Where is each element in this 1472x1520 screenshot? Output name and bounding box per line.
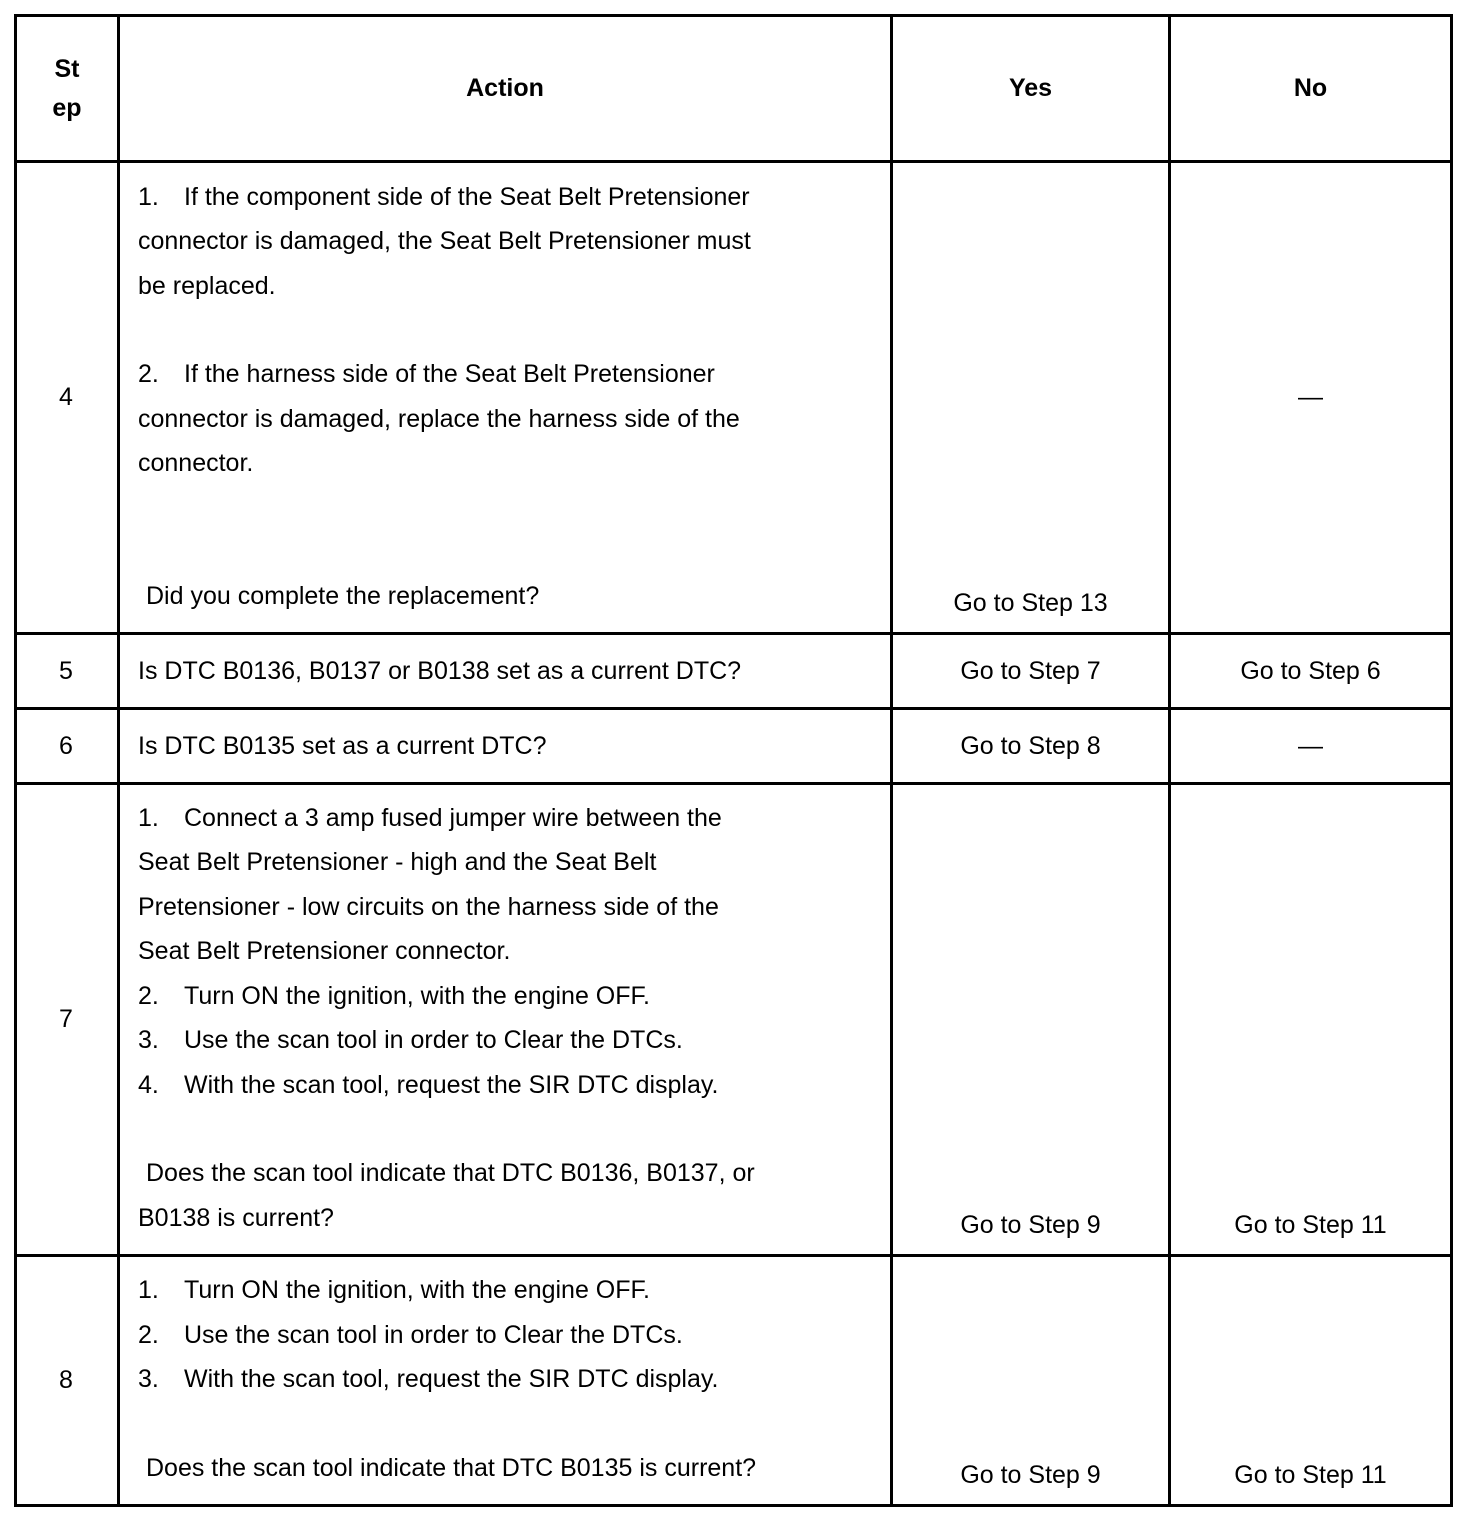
list-item xyxy=(138,1313,880,1358)
item-text: Pretensioner - low circuits on the harness side of the xyxy=(138,892,719,921)
item-text: Seat Belt Pretensioner - high and the Seat Belt xyxy=(138,848,657,876)
action-question: Is DTC B0135 set as a current DTC? xyxy=(119,709,892,784)
item-number: 2. xyxy=(138,1320,159,1349)
item-text: Connect a 3 amp fused jumper wire between the xyxy=(184,803,722,832)
table-row xyxy=(16,709,1452,784)
spacer xyxy=(138,308,880,352)
item-text: Use the scan tool in order to Clear the DTCs. xyxy=(184,1026,683,1054)
action-question: Does the scan tool indicate that DTC B0136, B0137, or xyxy=(146,1159,755,1187)
header-action: Action xyxy=(119,16,892,162)
item-text: If the harness side of the Seat Belt Pretensioner xyxy=(184,360,715,388)
table-row xyxy=(16,162,1452,634)
yes-cell: Go to Step 7 xyxy=(892,634,1170,709)
header-no: No xyxy=(1170,16,1452,162)
step-number: 5 xyxy=(16,634,119,709)
header-yes: Yes xyxy=(892,16,1170,162)
item-text: connector is damaged, replace the harness side of the xyxy=(138,404,740,433)
table-row xyxy=(16,1256,1452,1506)
list-item xyxy=(138,796,880,841)
step-number: 4 xyxy=(16,162,119,634)
action-question: B0138 is current? xyxy=(138,1203,334,1232)
action-question: Did you complete the replacement? xyxy=(146,581,540,610)
list-item xyxy=(138,1018,880,1063)
item-text: Seat Belt Pretensioner connector. xyxy=(138,937,511,965)
spacer xyxy=(138,486,880,530)
step-number: 7 xyxy=(16,784,119,1256)
yes-cell: Go to Step 9 xyxy=(892,1256,1170,1506)
yes-cell: Go to Step 8 xyxy=(892,709,1170,784)
item-number: 1. xyxy=(138,1276,159,1304)
action-question: Is DTC B0136, B0137 or B0138 set as a current DTC? xyxy=(119,634,892,709)
header-step xyxy=(16,16,119,162)
item-text: If the component side of the Seat Belt Pretensioner xyxy=(184,182,750,211)
yes-cell: Go to Step 9 xyxy=(892,784,1170,1256)
action-cell xyxy=(119,784,892,1256)
item-number: 1. xyxy=(138,182,159,211)
item-text: connector is damaged, the Seat Belt Pretensioner must xyxy=(138,227,751,255)
item-number: 4. xyxy=(138,1070,159,1099)
list-item xyxy=(138,1268,880,1313)
diagnostic-table xyxy=(14,14,1453,1507)
action-cell xyxy=(119,162,892,634)
item-text: Turn ON the ignition, with the engine OFF. xyxy=(184,1276,650,1304)
item-text: connector. xyxy=(138,449,254,477)
header-step-line2: ep xyxy=(52,93,82,122)
spacer xyxy=(138,1402,880,1446)
list-item xyxy=(138,974,880,1019)
table-row xyxy=(16,634,1452,709)
item-text: Turn ON the ignition, with the engine OFF. xyxy=(184,981,650,1010)
action-list xyxy=(138,796,880,1241)
item-number: 2. xyxy=(138,360,159,388)
no-cell: Go to Step 11 xyxy=(1170,1256,1452,1506)
action-list xyxy=(138,1268,880,1490)
item-text: be replaced. xyxy=(138,271,276,300)
no-cell: — xyxy=(1170,709,1452,784)
step-number: 6 xyxy=(16,709,119,784)
header-row xyxy=(16,16,1452,162)
item-text: With the scan tool, request the SIR DTC display. xyxy=(184,1070,719,1099)
action-question: Does the scan tool indicate that DTC B0135 is current? xyxy=(146,1453,757,1482)
no-cell: Go to Step 6 xyxy=(1170,634,1452,709)
table-row xyxy=(16,784,1452,1256)
item-number: 1. xyxy=(138,803,159,832)
item-number: 2. xyxy=(138,981,159,1010)
no-cell: Go to Step 11 xyxy=(1170,784,1452,1256)
action-cell xyxy=(119,1256,892,1506)
item-text: With the scan tool, request the SIR DTC display. xyxy=(184,1365,719,1393)
header-step-line1: St xyxy=(54,54,80,83)
step-number: 8 xyxy=(16,1256,119,1506)
item-text: Use the scan tool in order to Clear the DTCs. xyxy=(184,1320,683,1349)
list-item xyxy=(138,1357,880,1402)
list-item xyxy=(138,352,880,397)
list-item xyxy=(138,175,880,220)
list-item xyxy=(138,1063,880,1108)
item-number: 3. xyxy=(138,1026,159,1054)
yes-cell: Go to Step 13 xyxy=(892,162,1170,634)
item-number: 3. xyxy=(138,1365,159,1393)
spacer xyxy=(138,530,880,574)
no-cell: — xyxy=(1170,162,1452,634)
action-list xyxy=(138,175,880,619)
spacer xyxy=(138,1107,880,1151)
